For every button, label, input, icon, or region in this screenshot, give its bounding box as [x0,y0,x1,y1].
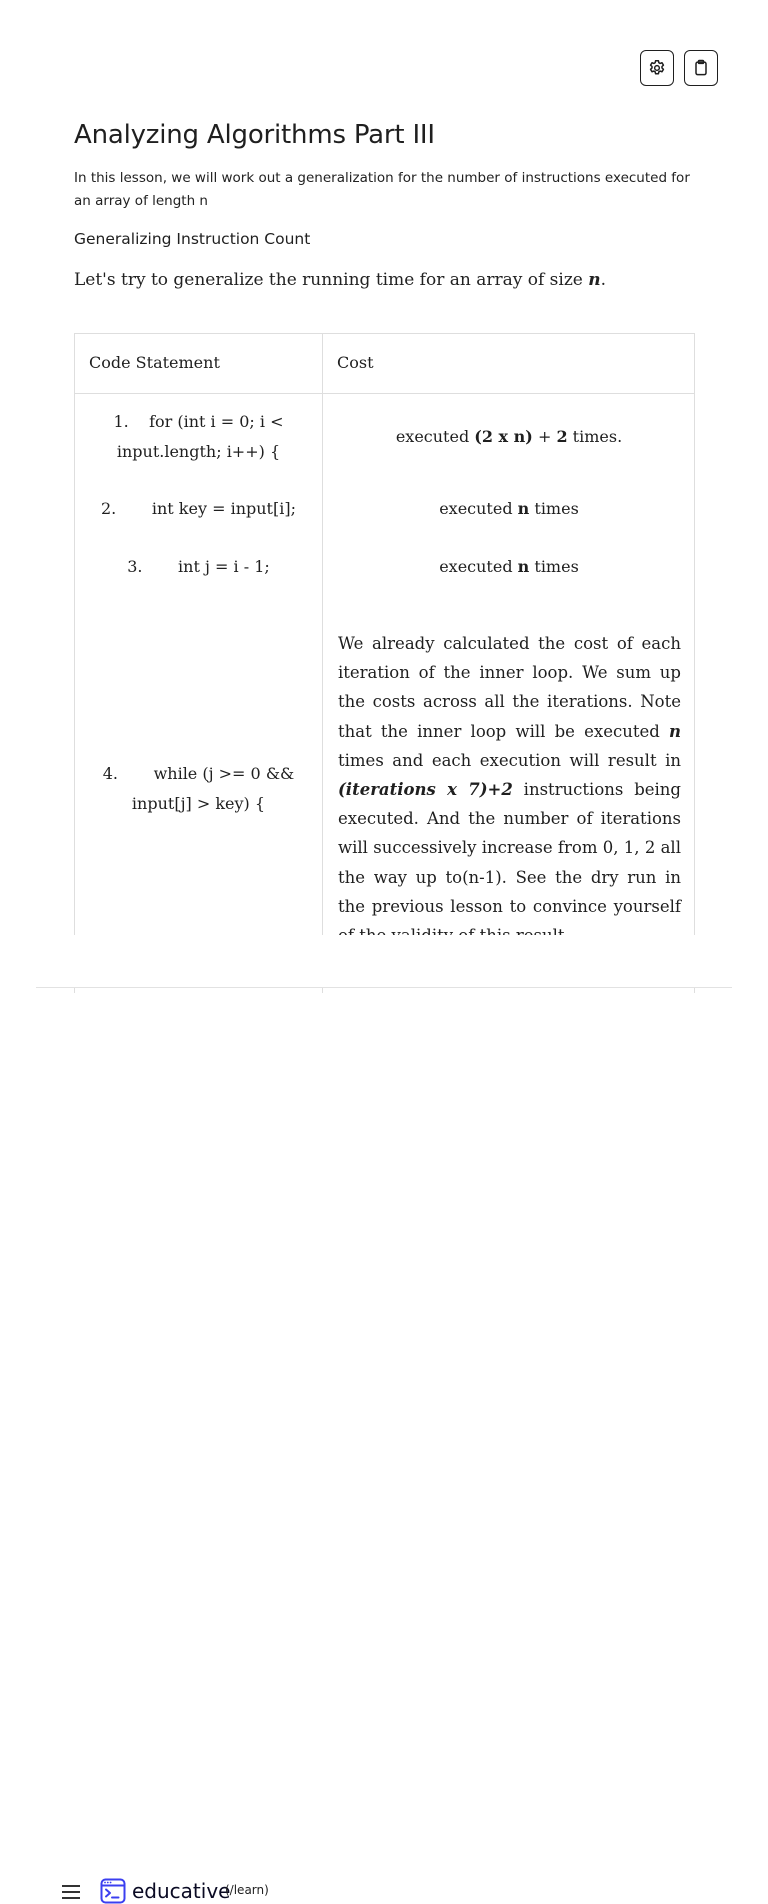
cost-text: executed [439,499,518,518]
code-line: 1. for (int i = 0; i < [113,412,284,431]
table-row-3-cost [323,552,695,582]
cost-text: executed [395,427,475,446]
cost-bold: n [517,557,530,576]
cost-bold: (2 x n) [474,427,533,446]
header-code-statement: Code Statement [89,353,220,372]
footer-divider [36,987,732,988]
hamburger-icon[interactable] [62,1885,80,1899]
cost-variable: n [669,721,681,741]
header-cost: Cost [337,353,374,372]
cost-text: instructions being executed. And the number of iterations will successively increase from 0, 1, 2 all the way up to(n-1). See the dry run in the previous lesson to convince yourself [338,780,681,916]
intro-variable: n [588,270,601,290]
table-row-3-code: 3. int j = i - 1; [127,557,270,576]
table-row-4-cost [338,629,681,950]
intro-text: Let's try to generalize the running time for an array of size [74,270,589,290]
code-line: input[j] > key) { [131,794,266,813]
table-row-1-code [75,407,322,467]
lesson-summary: In this lesson, we will work out a generalization for the number of instructions executed for an array of length n [74,170,690,209]
cost-formula: (iterations x 7)+2 [338,780,513,800]
table-row-1-cost [323,422,695,452]
cost-text: times [529,557,579,576]
clipboard-button[interactable] [684,50,718,86]
code-line: 4. while (j >= 0 && [102,764,295,783]
cost-bold: 2 [556,427,568,446]
toolbar [640,50,718,86]
table-row-2-cost [323,494,695,524]
cost-text: times. [567,427,623,446]
cost-text: + [532,427,557,446]
educative-logo-icon[interactable] [100,1878,126,1904]
table-row-2-code: 2. int key = input[i]; [101,499,296,518]
page-title: Analyzing Algorithms Part III [74,120,435,150]
settings-button[interactable] [640,50,674,86]
intro-paragraph [74,270,606,290]
table-row-4-code [75,759,322,819]
intro-end: . [600,270,607,290]
bottom-bar [0,935,768,1903]
table-header-row [75,334,694,394]
cost-table [74,333,695,993]
section-heading: Generalizing Instruction Count [74,230,311,248]
cost-text: times [529,499,579,518]
cost-text: times and each execution will result in [338,750,681,770]
cost-bold: n [517,499,530,518]
logo-link-suffix[interactable]: (/learn) [225,1883,269,1897]
code-line: input.length; i++) { [116,442,281,461]
clipboard-icon [691,58,711,78]
cost-text: executed [439,557,518,576]
logo-text[interactable]: educative [132,1879,231,1903]
gear-icon [647,58,667,78]
cost-text: We already calculated the cost of each iteration of the inner loop. We sum up the costs across all the iterations. Note that the inner loop will be executed [338,634,681,741]
